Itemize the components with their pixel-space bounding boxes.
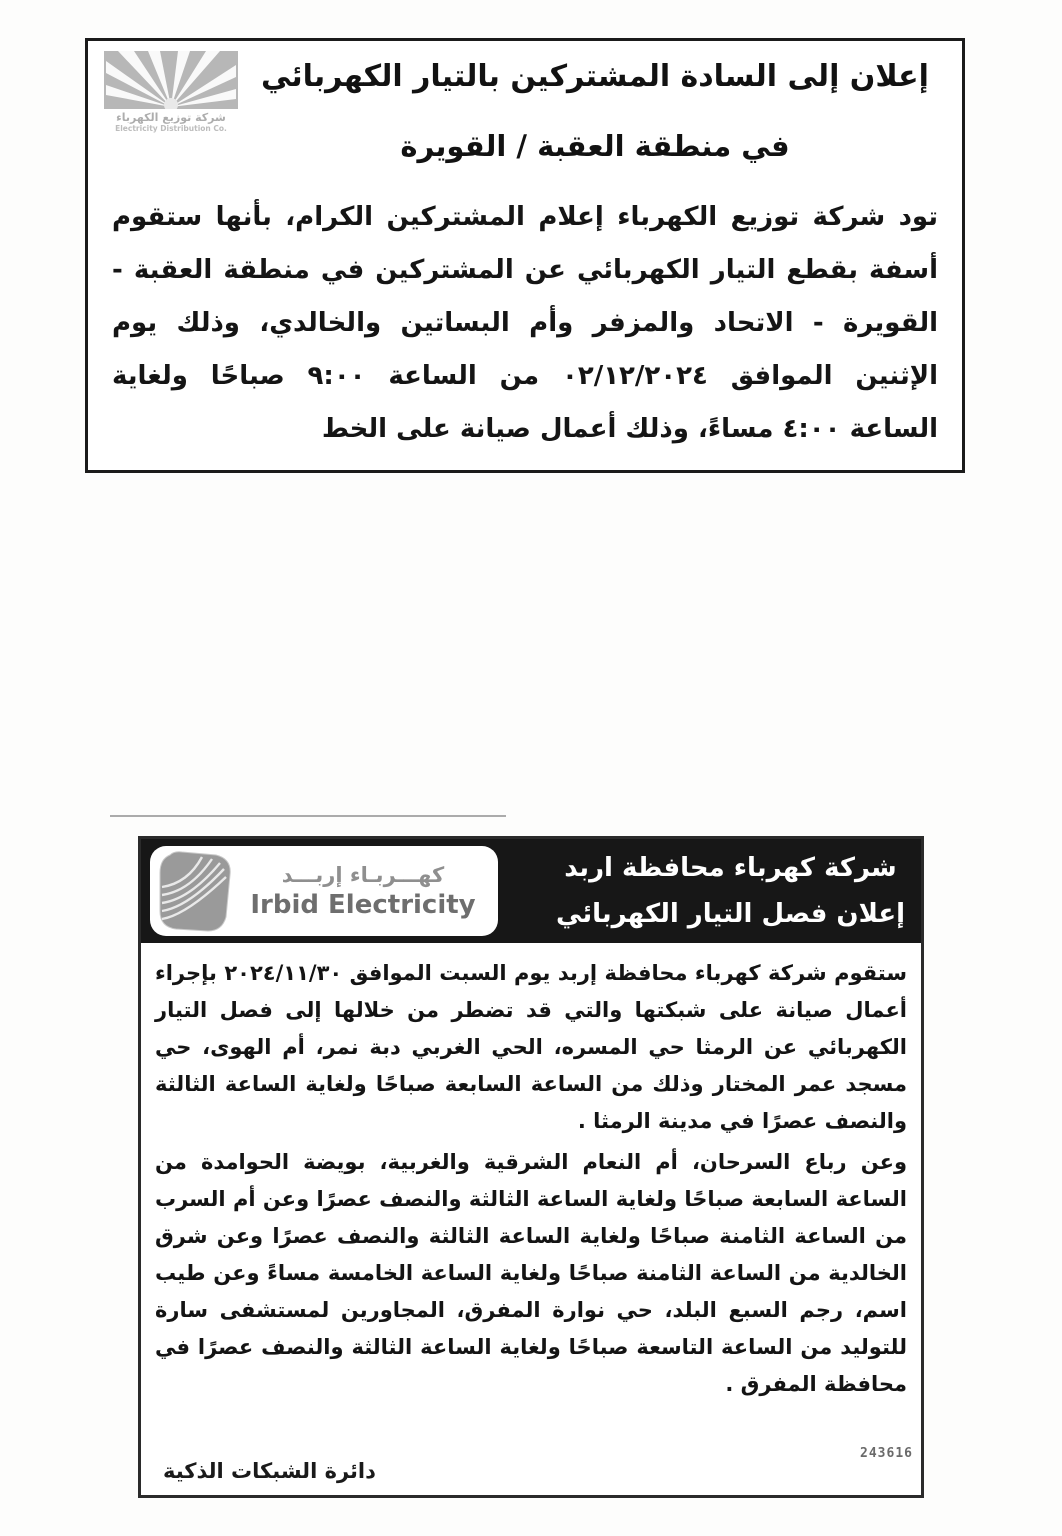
- irbid-outage-announcement: [138, 836, 924, 1498]
- aqaba-outage-announcement: [85, 38, 965, 473]
- irbid-logo-caption-arabic: كهـــربـاء إربـــد: [281, 862, 445, 887]
- ad1-logo-caption-arabic: شركة توزيع الكهرباء: [116, 111, 226, 124]
- section-divider-line: [110, 815, 506, 817]
- electricity-distribution-logo: [104, 51, 238, 133]
- ad2-paragraph-ramtha: ستقوم شركة كهرباء محافظة إربد يوم السبت الموافق ٢٠٢٤/١١/٣٠ بإجراء أعمال صيانة على شبكتها والتي قد تضطر من خلالها إلى فصل التيار الكهربائي عن الرمثا حي المسره، الحي الغربي دبة نمر، أم الهوى، حي مسجد عمر المختار وذلك من الساعة السابعة صباحًا ولغاية الساعة الثالثة والنصف عصرًا في مدينة الرمثا .: [155, 961, 907, 1133]
- ad1-title-block: [248, 57, 942, 165]
- sunburst-logo-icon: [104, 51, 238, 109]
- ad1-body-text: تود شركة توزيع الكهرباء إعلام المشتركين الكرام، بأنها ستقوم أسفة بقطع التيار الكهربائي عن المشتركين في منطقة العقبة - القويرة - الاتحاد والمزفر وأم البساتين والخالدي، وذلك يوم الإثنين الموافق ٠٢/١٢/٢٠٢٤ من الساعة ٩:٠٠ صباحًا ولغاية الساعة ٤:٠٠ مساءً، وذلك أعمال صيانة على الخط: [112, 202, 938, 444]
- ad2-header-bar: [141, 839, 921, 943]
- irbid-arcs-logo-icon: [156, 849, 234, 933]
- ad1-title-line2: في منطقة العقبة / القويرة: [400, 129, 790, 163]
- irbid-electricity-logo: [150, 846, 498, 936]
- ad2-header-title: [556, 845, 905, 937]
- ad1-title-line1: إعلان إلى السادة المشتركين بالتيار الكهربائي: [261, 59, 929, 94]
- ad2-reference-number: 243616: [860, 1446, 913, 1461]
- irbid-logo-text: [234, 862, 492, 920]
- ad2-header-line1: شركة كهرباء محافظة اربد: [564, 853, 897, 883]
- ad2-body-text: [141, 943, 921, 1403]
- irbid-logo-caption-english: Irbid Electricity: [250, 889, 476, 920]
- ad2-paragraph-mafraq: وعن رباع السرحان، أم النعام الشرقية والغربية، بويضة الحوامدة من الساعة السابعة صباحًا ولغاية الساعة الثالثة والنصف عصرًا وعن أم السرب من الساعة الثامنة صباحًا ولغاية الساعة الثالثة والنصف عصرًا وعن شرق الخالدية من الساعة الثامنة صباحًا ولغاية الساعة الخامسة مساءً وعن طيب اسم، رجم السبع البلد، حي نوارة المفرق، المجاورين لمستشفى سارة للتوليد من الساعة التاسعة صباحًا ولغاية الساعة الثالثة والنصف عصرًا في محافظة المفرق .: [155, 1150, 907, 1396]
- ad2-department-signature: دائرة الشبكات الذكية: [163, 1459, 376, 1483]
- ad1-logo-caption-english: Electricity Distribution Co.: [115, 124, 227, 133]
- ad2-header-line2: إعلان فصل التيار الكهربائي: [556, 899, 905, 929]
